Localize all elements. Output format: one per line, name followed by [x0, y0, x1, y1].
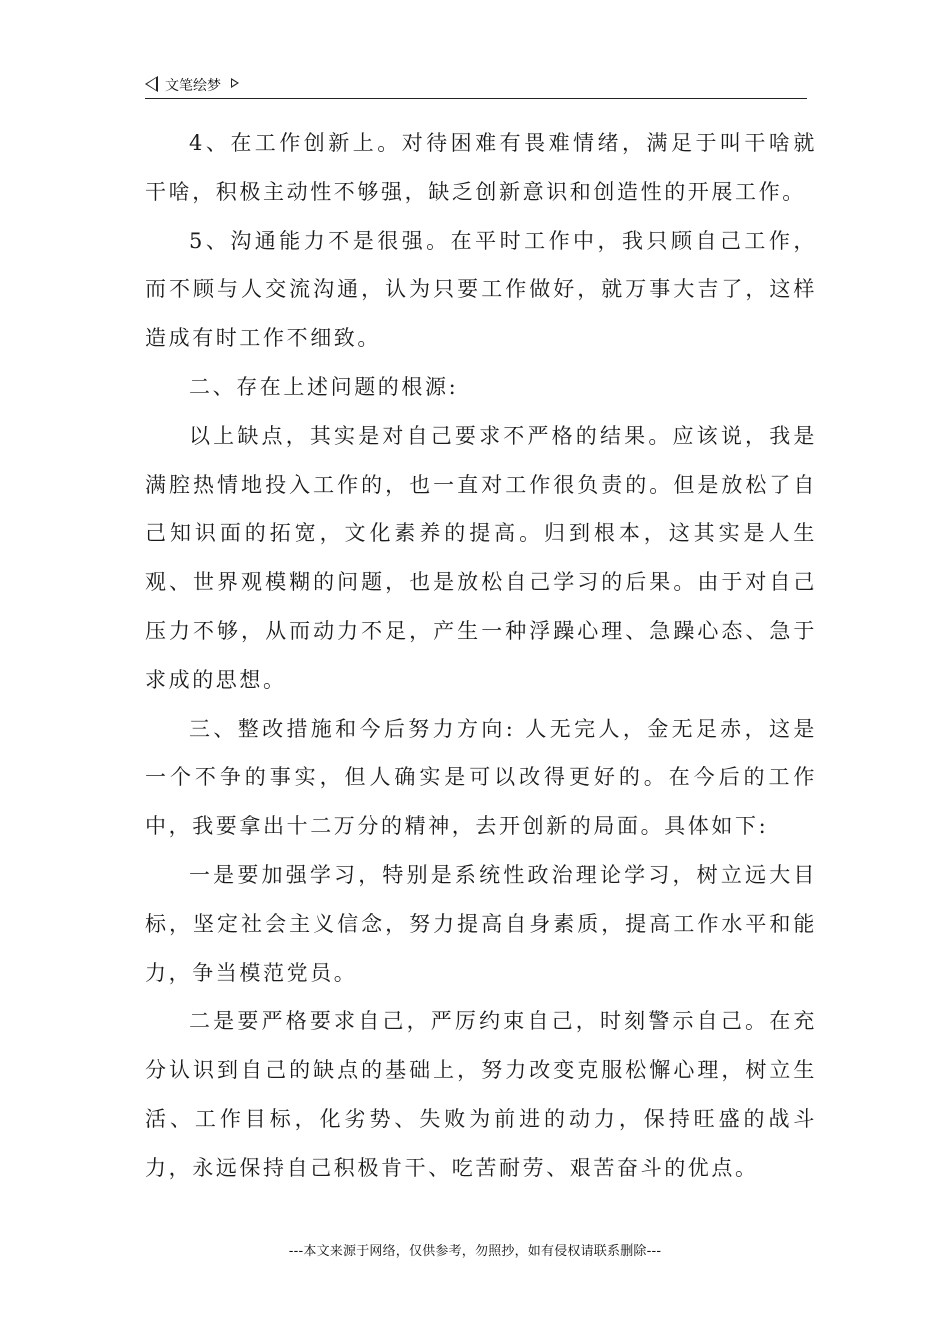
- footer-disclaimer: ---本文来源于网络，仅供参考，勿照抄，如有侵权请联系删除---: [288, 1244, 662, 1259]
- paragraph-communication: 5、沟通能力不是很强。在平时工作中，我只顾自己工作，而不顾与人交流沟通，认为只要工作做好，就万事大吉了，这样造成有时工作不细致。: [145, 228, 817, 351]
- paragraph-root-causes: 以上缺点，其实是对自己要求不严格的结果。应该说，我是满腔热情地投入工作的，也一直对工作很负责的。但是放松了自己知识面的拓宽，文化素养的提高。归到根本，这其实是人生观、世界观模糊的问题，也是放松自己学习的后果。由于对自己压力不够，从而动力不足，产生一种浮躁心理、急躁心态、急于求成的思想。: [145, 423, 817, 692]
- triangle-left-icon: [145, 76, 158, 92]
- paragraph-innovation: 4、在工作创新上。对待困难有畏难情绪，满足于叫干啥就干啥，积极主动性不够强，缺乏创新意识和创造性的开展工作。: [145, 131, 817, 204]
- triangle-right-icon: [231, 78, 239, 88]
- header-title: 文笔绘梦: [165, 78, 221, 94]
- paragraph-self-discipline: 二是要严格要求自己，严厉约束自己，时刻警示自己。在充分认识到自己的缺点的基础上，努力改变克服松懈心理，树立生活、工作目标，化劣势、失败为前进的动力，保持旺盛的战斗力，永远保持自己积极肯干、吃苦耐劳、艰苦奋斗的优点。: [145, 1009, 817, 1180]
- section-heading-root-causes: 二、存在上述问题的根源:: [189, 374, 459, 399]
- page-header: [145, 74, 807, 99]
- paragraph-rectification: 三、整改措施和今后努力方向: 人无完人，金无足赤，这是一个不争的事实，但人确实是可以改得更好的。在今后的工作中，我要拿出十二万分的精神，去开创新的局面。具体如下:: [145, 716, 817, 839]
- paragraph-study: 一是要加强学习，特别是系统性政治理论学习，树立远大目标，坚定社会主义信念，努力提高自身素质，提高工作水平和能力，争当模范党员。: [145, 862, 817, 985]
- document-body: [145, 119, 817, 1193]
